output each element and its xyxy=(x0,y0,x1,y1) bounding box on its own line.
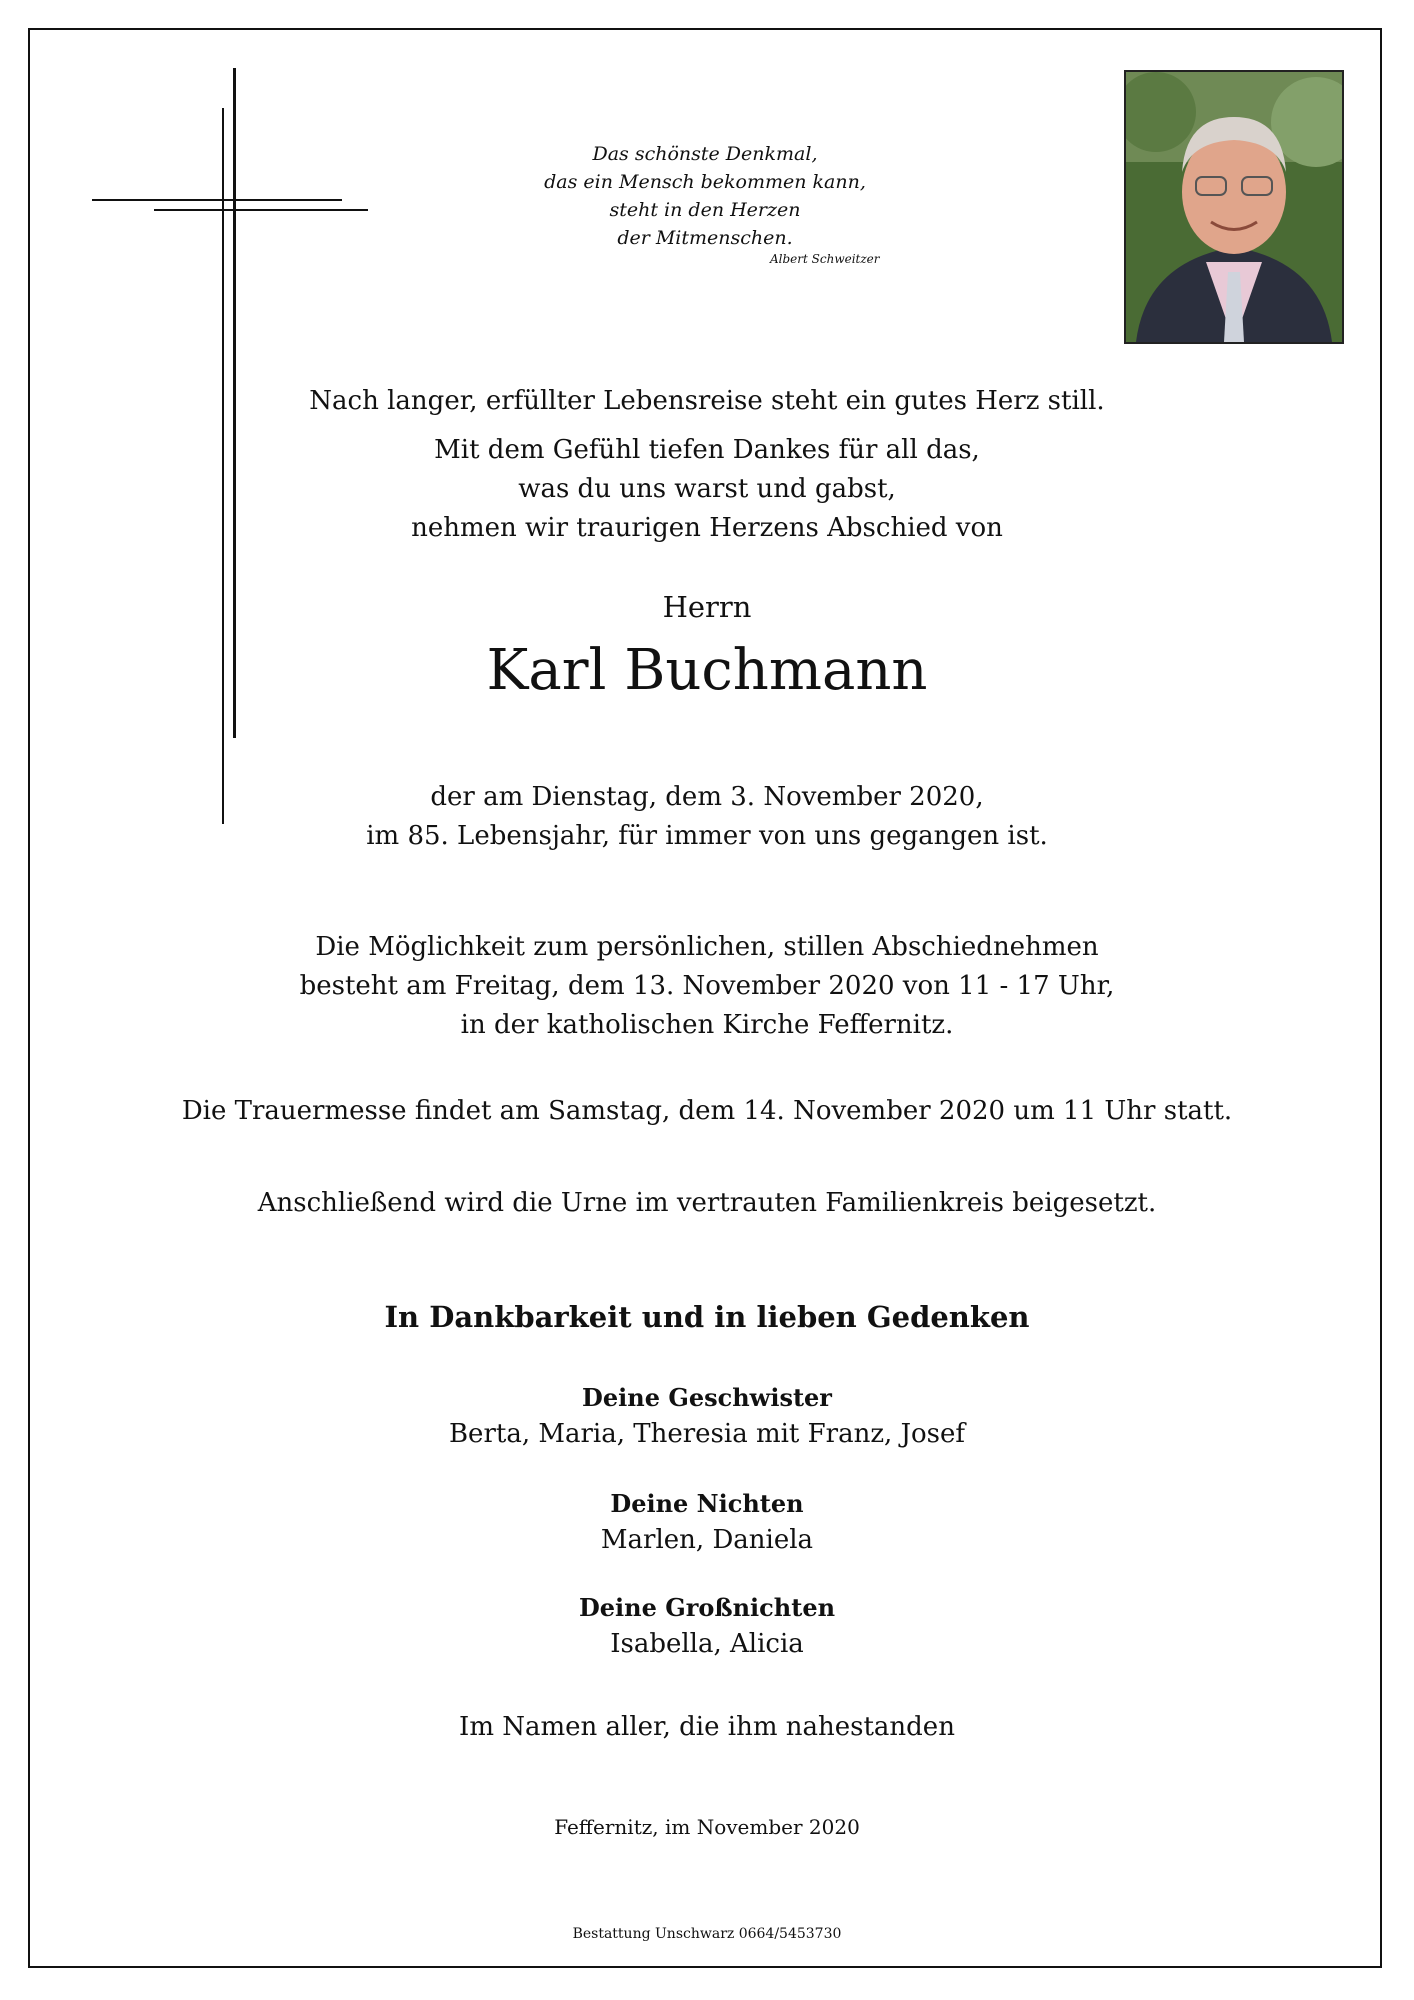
salutation: Herrn xyxy=(662,590,752,624)
urn-info: Anschließend wird die Urne im vertrauten Familienkreis beigesetzt. xyxy=(257,1188,1157,1218)
quote-line: steht in den Herzen xyxy=(609,199,801,221)
quote xyxy=(480,140,930,252)
mourner-group-names: Isabella, Alicia xyxy=(610,1629,804,1659)
viewing-line: Die Möglichkeit zum persönlichen, stillen Abschiednehmen xyxy=(315,932,1099,962)
death-notice xyxy=(0,778,1414,856)
mourner-group xyxy=(0,1590,1414,1662)
viewing-line: besteht am Freitag, dem 13. November 2020 von 11 - 17 Uhr, xyxy=(299,971,1115,1001)
intro-text xyxy=(0,382,1414,548)
thanks-heading: In Dankbarkeit und in lieben Gedenken xyxy=(384,1300,1030,1334)
closing-line: Im Namen aller, die ihm nahestanden xyxy=(459,1712,955,1742)
quote-line: das ein Mensch bekommen kann, xyxy=(544,171,866,193)
quote-line: der Mitmenschen. xyxy=(617,227,793,249)
intro-line: Mit dem Gefühl tiefen Dankes für all das, xyxy=(434,435,980,465)
place-date: Feffernitz, im November 2020 xyxy=(554,1815,860,1839)
viewing-line: in der katholischen Kirche Feffernitz. xyxy=(460,1010,954,1040)
death-line: im 85. Lebensjahr, für immer von uns gegangen ist. xyxy=(366,821,1048,851)
mass-info: Die Trauermesse findet am Samstag, dem 14. November 2020 um 11 Uhr statt. xyxy=(181,1096,1233,1126)
mourner-group-names: Berta, Maria, Theresia mit Franz, Josef xyxy=(448,1419,966,1449)
portrait-photo xyxy=(1124,70,1344,344)
mourner-group xyxy=(0,1380,1414,1452)
intro-line: was du uns warst und gabst, xyxy=(518,474,896,504)
mourner-group-title: Deine Geschwister xyxy=(582,1383,832,1412)
undertaker-info: Bestattung Unschwarz 0664/5453730 xyxy=(572,1926,842,1942)
intro-line: nehmen wir traurigen Herzens Abschied von xyxy=(411,513,1003,543)
quote-line: Das schönste Denkmal, xyxy=(592,143,818,165)
deceased-name: Karl Buchmann xyxy=(486,638,928,703)
quote-author: Albert Schweitzer xyxy=(770,252,880,266)
mourner-group-names: Marlen, Daniela xyxy=(600,1525,814,1555)
mourner-group-title: Deine Nichten xyxy=(610,1489,804,1518)
portrait-image xyxy=(1126,72,1342,342)
death-line: der am Dienstag, dem 3. November 2020, xyxy=(430,782,984,812)
mourner-group xyxy=(0,1486,1414,1558)
mourner-group-title: Deine Großnichten xyxy=(578,1593,836,1622)
viewing-info xyxy=(0,928,1414,1045)
intro-line: Nach langer, erfüllter Lebensreise steht ein gutes Herz still. xyxy=(309,386,1105,416)
